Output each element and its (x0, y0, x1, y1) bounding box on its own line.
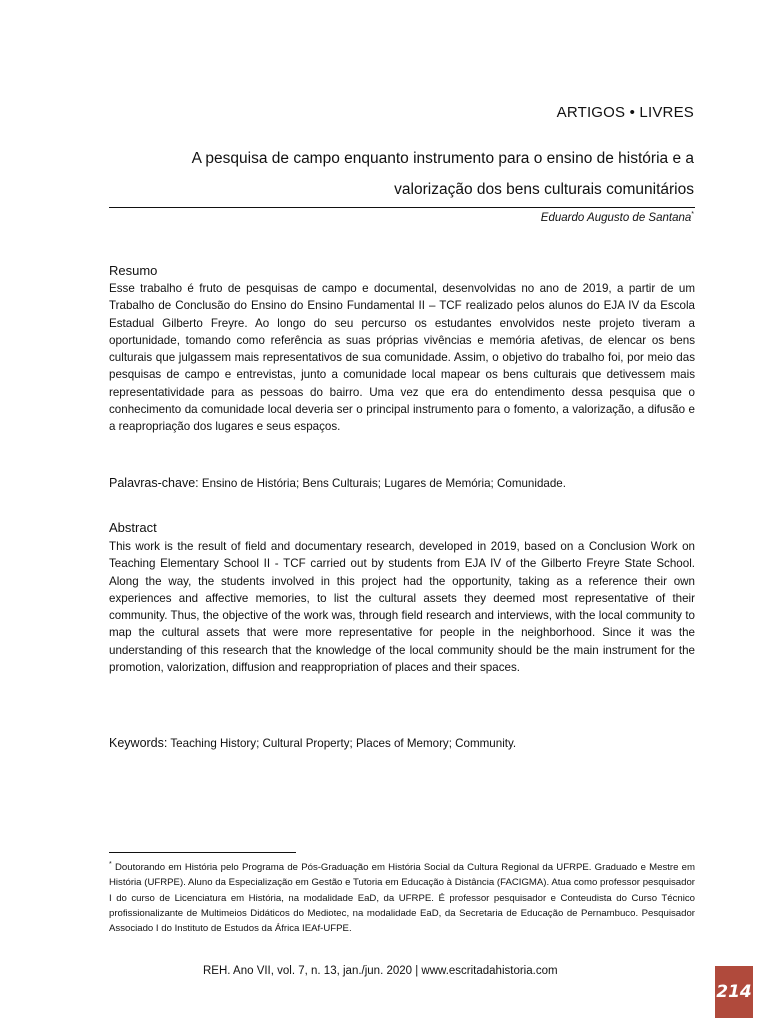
resumo-keywords (109, 476, 695, 490)
abstract-heading: Abstract (109, 520, 157, 535)
author-name: Eduardo Augusto de Santana (540, 211, 692, 224)
resumo-keywords-label: Palavras-chave: (109, 476, 199, 490)
resumo-keywords-values: Ensino de História; Bens Culturais; Lugares de Memória; Comunidade. (201, 477, 566, 490)
abstract-keywords-values: Teaching History; Cultural Property; Places of Memory; Community. (170, 737, 517, 750)
author-line (541, 211, 694, 224)
title-divider (109, 207, 695, 208)
article-title: A pesquisa de campo enquanto instrumento para o ensino de história e a valorização dos bens culturais comunitários (191, 150, 694, 198)
footnote-mark: * (109, 861, 112, 868)
footnote (109, 857, 695, 936)
journal-citation: REH. Ano VII, vol. 7, n. 13, jan./jun. 2020 | www.escritadahistoria.com (203, 965, 558, 977)
page-number-badge: 214 (715, 966, 753, 1018)
author-footnote-mark[interactable]: * (691, 211, 694, 218)
section-label: ARTIGOS • LIVRES (556, 104, 694, 121)
resumo-text: Esse trabalho é fruto de pesquisas de campo e documental, desenvolvidas no ano de 2019, a partir de um Trabalho de Conclusão do Ensino do Ensino Fundamental II – TCF realizado pelos alunos do EJA IV da Escola Estadual Gilberto Freyre. Ao longo do seu percurso os estudantes envolvidos neste projeto tiveram a oportunidade, tomando como referência as suas próprias vivências e memória afetivas, de elencar os bens culturais que julgassem mais representativos de sua comunidade. Assim, o objetivo do trabalho foi, por meio das pesquisas de campo e entrevistas, junto a comunidade local mapear os bens culturais que detivessem mais representatividade para as pessoas do bairro. Uma vez que era do entendimento dessa pesquisa que o conhecimento da comunidade local deveria ser o principal instrumento para o fomento, a valorização, a difusão e a reapropriação dos lugares e seus espaços. (109, 282, 695, 434)
abstract-keywords (109, 736, 695, 750)
abstract-keywords-label: Keywords: (109, 736, 168, 750)
footnote-divider (109, 852, 296, 853)
abstract-text: This work is the result of field and documentary research, developed in 2019, based on a Conclusion Work on Teaching Elementary School II - TCF carried out by students from EJA IV of the Gilberto Freyre State School. Along the way, the students involved in this project had the opportunity, taking as a reference their own experiences and affective memories, to list the cultural assets they deemed most representative of their community. Thus, the objective of the work was, through field research and interviews, with the local community to map the cultural assets that were more representative for people in the neighborhood. Since it was the understanding of this research that the knowledge of the local community should be the main instrument for the promotion, valorization, diffusion and reappropriation of places and their spaces. (109, 540, 695, 675)
footnote-text: Doutorando em História pelo Programa de Pós-Graduação em História Social da Cultura Regional da UFRPE. Graduado e Mestre em História (UFRPE). Aluno da Especialização em Gestão e Tutoria em Educação à Distância (FACIGMA). Atua como professor pesquisador I do curso de Licenciatura em História, na modalidade EaD, da UFRPE. É professor pesquisador e Conteudista do Curso Técnico profissionalizante de Multimeios Didáticos do Mediotec, na modalidade EaD, da Secretaria de Educação de Pernambuco. Pesquisador Associado I do Instituto de Estudos da África IEAf-UFPE. (109, 862, 695, 934)
resumo-heading: Resumo (109, 263, 158, 278)
